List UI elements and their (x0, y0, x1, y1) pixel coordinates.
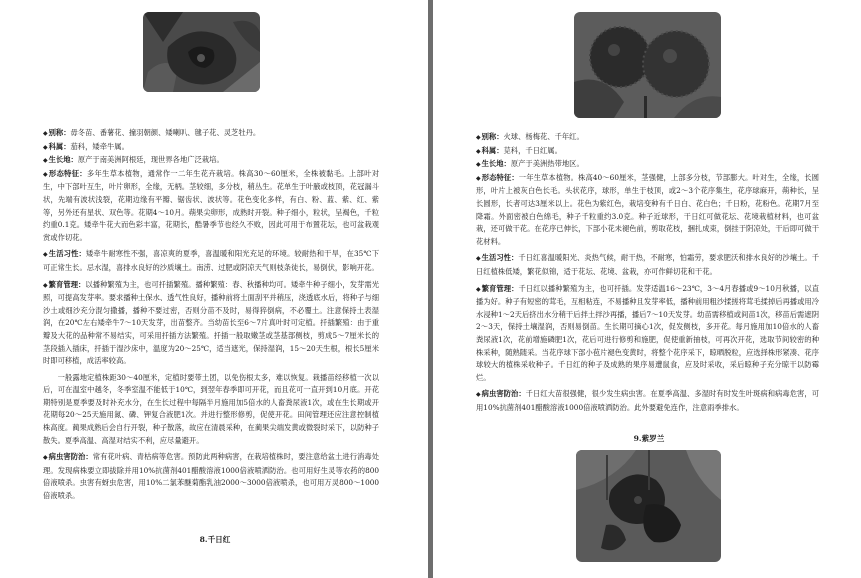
morphology-para-r (476, 172, 819, 249)
morphology-label: ◆ 形态特征： (43, 169, 87, 178)
morphology-label-r: ◆ 形态特征： (476, 173, 519, 182)
pest-text-r: 千日红大苗很强健，很少发生病虫害。在夏季高温、多湿时有时发生叶斑病和病毒危害，可用10%抗菌剂401醋酸溶液1000倍液喷洒防治。此外要避免连作，注意雨季排水。 (476, 389, 820, 412)
alias-text: 毋冬苗、番薯花、撞羽朝颜、矮喇叭、毽子花、灵芝牡丹。 (70, 128, 261, 137)
right-page (433, 0, 861, 578)
alias-label-r: ◆ 别称： (476, 132, 504, 141)
pest-label-r: ◆ 病虫害防治： (476, 389, 526, 398)
alias-label: ◆ 别称： (43, 128, 71, 137)
alias-para-r (476, 131, 819, 145)
family-label: ◆ 科属： (43, 142, 71, 151)
next-plant-caption-r: 9.紫罗兰 (633, 434, 665, 443)
family-text-r: 苋科，千日红属。 (503, 145, 562, 155)
alias-para (43, 127, 379, 141)
habit-para (43, 248, 379, 274)
propagation-label: ◆ 繁育管理： (43, 280, 85, 289)
habit-text-r: 千日红喜温暖阳光、炎热气候，耐干热，不耐寒，怕霜劳，要求肥沃和排水良好的沙壤土。千日红植株低矮，繁花似锦，适于花坛、花境、盆栽，亦可作鲜切花和干花。 (476, 253, 819, 276)
propagation-text-r: 千日红以播种繁殖为主，也可扦插。发芽适温16～23℃，3～4月春播或9～10月秋播，以直播为好。种子有短密的茸毛，互相粘连，不易播种且发芽率低，播种前用粗沙揉搓将茸毛揉掉后再播或用冷水浸种1～2天后挤出水分稍干后拌土拌沙再播，播后7～10天发芽。幼苗需移植或间苗1次，移苗后需遮阴2～3天，保持土壤湿润，否则易倒苗。生长期可摘心1次，促发侧枝，多开花。每月施用加10倍水的人畜粪尿液1次，花前增施磷肥1次，花后可进行修剪和施肥，促使重新抽枝，可再次开花，选取节间较密的种株采种，随熟随采。当花序球下部小苞片褪色变黄时，将整个花序采下，晾晒脱粒，应选择株形紧凑、花序球较大的植株采收种子。千日红的种子及成熟的果序易遭鼠食，应及时采收，采后晾种子充分晾干以防霉烂。 (476, 283, 819, 382)
pest-para-r (476, 388, 819, 414)
origin-para (43, 154, 379, 168)
pest-para (43, 451, 379, 502)
stock-flower-photo (576, 450, 721, 562)
pest-text: 常有花叶病、青枯病等危害。预防此两种病害，在栽培植株时，要注意给盆土进行消毒处理。发现病株要立即拔除并用10%抗菌剂401醋酸溶液1000倍液喷洒防治。也可用好生灵等农药的800倍液喷杀。虫害有蚜虫危害，用10%二氯苯醚菊酯乳油2000～3000倍液喷杀，也可用万灵800～1000倍液喷杀。 (43, 452, 380, 501)
propagation-label-r: ◆ 繁育管理： (476, 284, 518, 293)
family-text: 茄科，矮牵牛属。 (70, 141, 129, 151)
left-page (0, 0, 428, 578)
morphology-text: 多年生草本植物，通常作一二年生花卉栽培。株高30～60厘米，全株被黏毛。上部叶对生，中下部叶互生，叶片卵形，全缘，无柄。茎较细，多分枝，稍丛生。花单生于叶腋或枝顶，花冠漏斗状，先端有波状浅裂，花期边缘有平瓣、锯齿状、波状等。花色变化多样，有白、粉、蓝、紫、红、紫等，另外还有星状、双色等。花期4～10月。蒴果尖卵形，成熟时开裂。种子细小，粒状，呈褐色，千粒约重0.1克。矮牵牛花大而色彩丰富，花期长，酷暑季节也经久不败，因此可用于布置花坛，也可盆栽观赏或作切花。 (43, 168, 379, 242)
origin-text: 原产于南美洲阿根廷，现世界各地广泛栽培。 (77, 155, 224, 165)
origin-text-r: 原产于美洲热带地区。 (510, 159, 584, 169)
morphology-text-r: 一年生草本植物。株高40～60厘米，茎强健，上部多分枝，节部膨大。叶对生，全缘，长圆形，叶片上被灰白色长毛。头状花序，球形，单生于枝顶，或2～3个花序集生，花序球麻开，蒴种长，呈长圆形，长者可达3厘米以上。花色为紫红色，栽培变种有千日白、花白色；千日粉，花粉色。花期7月至降霜。外面密被白色绵毛，种子千粒重约3.0克。种子近球形，干日红可做花坛、花境栽植材料，也可盆栽，还可做干花。在花序已伸长，下部小花未褪色前，剪取花枝，捆扎成束，倒挂于阴凉处，干后即可做干花材料。 (476, 172, 819, 246)
alias-text-r: 火球、杨梅花、千年红。 (503, 132, 584, 141)
family-para-r (476, 145, 819, 159)
petunia-photo (143, 12, 260, 92)
habit-label-r: ◆ 生活习性： (476, 253, 518, 262)
left-text-block (43, 127, 379, 503)
family-label-r: ◆ 科属： (476, 146, 504, 155)
family-para (43, 141, 379, 155)
morphology-para (43, 168, 379, 245)
habit-text: 矮牵牛耐寒性不强，喜凉爽的夏季，喜温暖和阳光充足的环境。较耐热和干旱，在35℃下可正常生长。忌水湿，喜排水良好的沙质壤土。南涝、过肥或阴凉天气则枝条徒长，易倒伏，影响开花。 (43, 249, 379, 272)
origin-label-r: ◆ 生长地： (476, 159, 511, 168)
origin-para-r (476, 158, 819, 172)
propagation-para (43, 279, 379, 368)
propagation-text: 以播种繁殖为主，也可扦插繁殖。播种繁殖：春、秋播种均可。矮牵牛种子细小，发芽需光照，可提高发芽率。要求播种土保水、透气性良好，播种前将土面刮平并稍压，浇透底水后，将种子与细沙土或细沙充分混匀撒播，播种不要过密，否则分苗不及时，易得猝倒病，不必覆土。注意保持土表湿润，在20℃左右矮牵牛7～10天发芽，出苗整齐。当幼苗长至6～7片真叶时可定植。扦插繁殖：由于重瓣及大花的品种常不易结实，可采用扦插方法繁殖。扦插一般取嫩茎或茎基部侧枝，剪成5～7厘米长的茎段插入插床，扦插于湿沙床中，温度为20～25℃，适当遮光，保持湿润，15～20天生根，根长5厘米时即可移植，成活率较高。 (43, 279, 380, 366)
care-para: 一般露地定植株距30～40厘米，定植时要带土团，以免伤根太多，难以恢复。栽播苗经移植一次以后，可在温室中越冬，冬季室温不能低于10℃，到翌年春季即可开花，而且花可一直开到10月底。开花期特别是夏季要及时补充水分，在生长过程中每隔半月施用加5倍水的人畜粪尿液1次，或在生长期或开花期每20～25天施用氮、磷、钾复合液肥1次。并进行整形修剪，促使开花。田间管理还应注意控制植株高度。蔺果成熟后会自行开裂，种子散落，故应在清晨采种，在蔺果尖端发黄或微裂时采下，以防种子散失。夏季高温、高湿对结实不利，应尽量避开。 (43, 372, 379, 445)
habit-para-r (476, 252, 819, 278)
propagation-para-r (476, 283, 819, 385)
origin-label: ◆ 生长地： (43, 155, 78, 164)
pest-label: ◆ 病虫害防治： (43, 452, 93, 461)
globe-amaranth-photo (574, 12, 721, 118)
next-plant-caption: 8.千日红 (199, 535, 231, 544)
right-text-block (476, 131, 819, 414)
habit-label: ◆ 生活习性： (43, 249, 86, 258)
